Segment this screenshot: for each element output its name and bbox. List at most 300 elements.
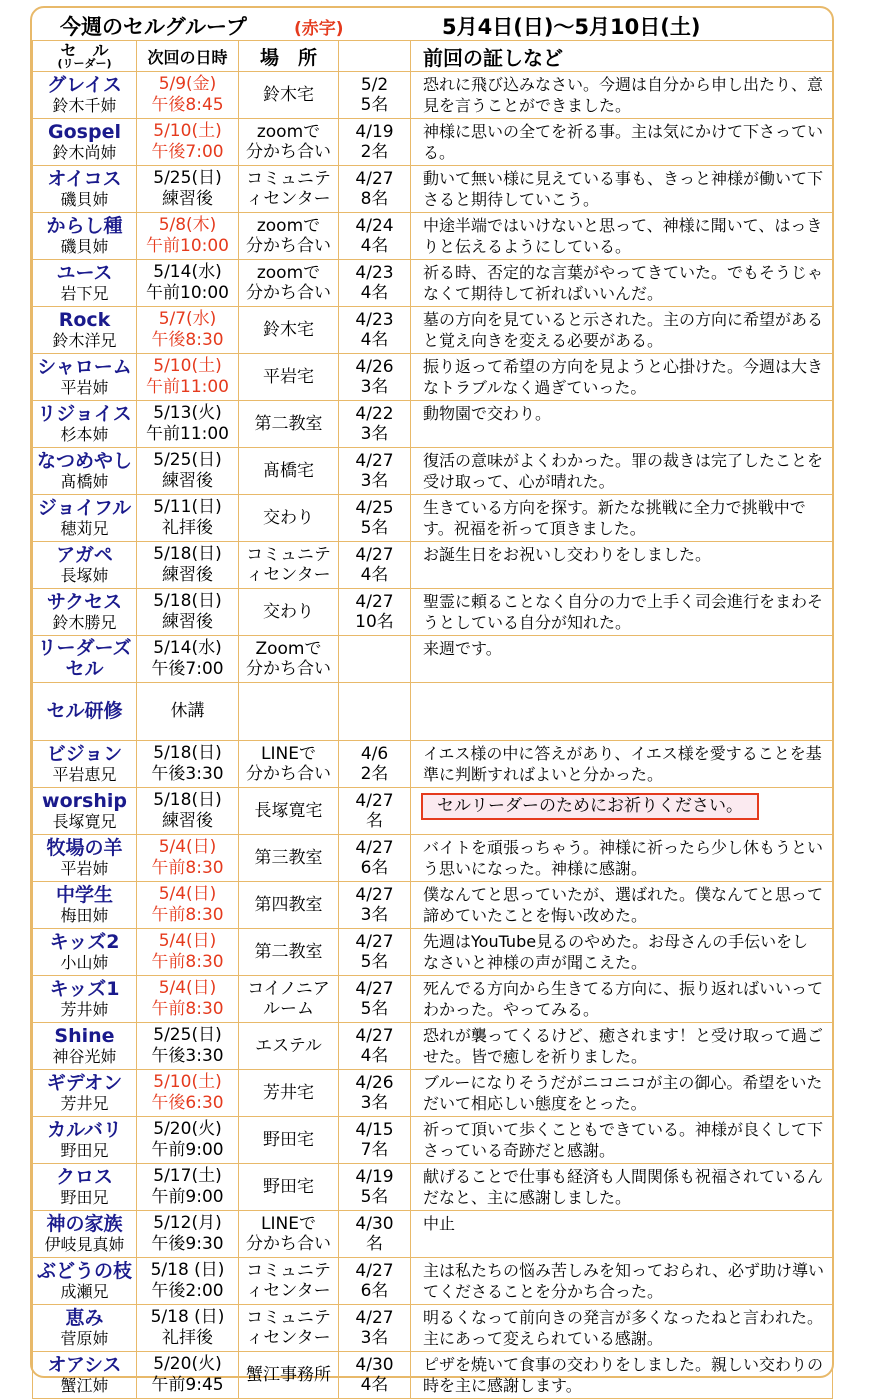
proof-cell: [411, 882, 833, 929]
title-red-note: (赤字): [294, 19, 344, 39]
proof-text: 先週はYouTube見るのやめた。お母さんの手伝いをしなさいと神様の声が聞こえた。: [423, 932, 809, 972]
cell-name-cell: [33, 401, 137, 448]
leader-name: セル: [65, 658, 104, 680]
last-count: 4名: [360, 1375, 389, 1395]
table-row: [33, 1164, 833, 1211]
last-meeting-cell: [339, 1352, 411, 1399]
cell-name: カルバリ: [47, 1118, 122, 1141]
place-line1: 野田宅: [263, 1130, 314, 1150]
next-date-cell: [137, 1305, 239, 1352]
last-meeting-cell: [339, 835, 411, 882]
table-row: [33, 448, 833, 495]
next-time: 練習後: [162, 471, 213, 491]
next-date: 5/12(月): [153, 1213, 222, 1233]
cell-name: worship: [42, 789, 127, 812]
next-time: 午後3:30: [151, 1046, 224, 1066]
next-date-cell: [137, 1211, 239, 1258]
place-line2: ィセンター: [246, 565, 331, 585]
next-date: 5/18(日): [153, 743, 222, 763]
proof-text: ピザを焼いて食事の交わりをしました。親しい交わりの時を主に感謝します。: [423, 1355, 824, 1395]
next-date: 5/20(火): [153, 1354, 222, 1374]
next-date-cell: [137, 882, 239, 929]
proof-cell: [411, 1258, 833, 1305]
place-line1: 蟹江事務所: [246, 1365, 331, 1385]
place-cell: [239, 166, 339, 213]
leader-name: 野田兄: [60, 1140, 109, 1160]
proof-text: 神様に思いの全てを祈る事。主は気にかけて下さっている。: [423, 122, 824, 162]
next-date-cell: [137, 542, 239, 589]
last-meeting-cell: [339, 72, 411, 119]
table-row: [33, 542, 833, 589]
next-date-cell: [137, 260, 239, 307]
proof-text: 生きている方向を探す。新たな挑戦に全力で挑戦中です。祝福を祈って頂きました。: [423, 498, 806, 538]
proof-text: 墓の方向を見ていると示された。主の方向に希望があると覚え向きを変える必要がある。: [423, 310, 824, 350]
proof-cell: [411, 1211, 833, 1258]
place-cell: [239, 1258, 339, 1305]
last-meeting-cell: [339, 882, 411, 929]
page-title: 今週のセルグループ: [60, 15, 247, 39]
last-meeting-cell: [339, 1164, 411, 1211]
place-line2: ルーム: [263, 999, 314, 1019]
last-date: 4/25: [355, 498, 394, 518]
next-time: 午後3:30: [151, 764, 224, 784]
place-line1: 芳井宅: [263, 1083, 314, 1103]
next-time: 練習後: [162, 612, 213, 632]
proof-cell: [411, 72, 833, 119]
next-date-cell: [137, 683, 239, 741]
last-meeting-cell: [339, 636, 411, 683]
table-row: [33, 1070, 833, 1117]
last-count: 6名: [360, 1281, 389, 1301]
place-cell: [239, 119, 339, 166]
last-meeting-cell: [339, 1117, 411, 1164]
proof-cell: [411, 1070, 833, 1117]
last-meeting-cell: [339, 1305, 411, 1352]
last-date: 4/26: [355, 1073, 394, 1093]
leader-name: 髙橋姉: [60, 471, 109, 491]
last-meeting-cell: [339, 1023, 411, 1070]
header-next: 次回の日時: [137, 41, 239, 72]
leader-name: 平岩姉: [60, 858, 109, 878]
cell-name-cell: [33, 495, 137, 542]
cell-name: リーダーズ: [37, 637, 132, 659]
last-date: 4/23: [355, 310, 394, 330]
prayer-request-box: セルリーダーのためにお祈りください。: [421, 793, 759, 820]
next-date-cell: [137, 401, 239, 448]
next-date-cell: [137, 1164, 239, 1211]
cell-name-cell: [33, 307, 137, 354]
place-line1: 第四教室: [254, 895, 323, 915]
last-date: 4/27: [355, 932, 394, 952]
proof-cell: [411, 589, 833, 636]
place-cell: [239, 589, 339, 636]
next-date: 5/4(日): [158, 837, 217, 857]
proof-text: 動いて無い様に見えている事も、きっと神様が働いて下さると期待していこう。: [423, 169, 824, 209]
proof-text: 祈る時、否定的な言葉がやってきていた。でもそうじゃなくて期待して祈ればいいんだ。: [423, 263, 824, 303]
table-row: [33, 260, 833, 307]
place-cell: [239, 1305, 339, 1352]
place-line1: LINEで: [261, 1214, 316, 1234]
header-cell: [33, 41, 137, 72]
proof-text: バイトを頑張っちゃう。神様に祈ったら少し休もうという思いになった。神様に感謝。: [423, 838, 824, 878]
place-line1: zoomで: [256, 122, 321, 142]
cell-name: なつめやし: [36, 449, 132, 472]
place-line2: 分かち合い: [246, 764, 331, 784]
title-dates: 5月4日(日)～5月10日(土): [442, 15, 701, 39]
next-date-cell: [137, 1258, 239, 1305]
proof-text: 恐れに飛び込みなさい。今週は自分から申し出たり、意見を言うことができました。: [423, 75, 824, 115]
proof-cell: [411, 119, 833, 166]
place-line1: コミュニテ: [246, 1308, 331, 1328]
next-date-cell: [137, 1117, 239, 1164]
cell-name: 牧場の羊: [46, 836, 123, 859]
place-cell: [239, 835, 339, 882]
cell-name: 中学生: [55, 883, 113, 906]
last-meeting-cell: [339, 542, 411, 589]
proof-cell: [411, 448, 833, 495]
header-last: [339, 41, 411, 72]
next-date: 5/10(土): [153, 121, 222, 141]
place-line1: 鈴木宅: [263, 85, 314, 105]
last-date: 4/6: [360, 744, 389, 764]
next-date: 5/18(日): [153, 591, 222, 611]
next-date: 5/25(日): [153, 168, 222, 188]
next-date-cell: [137, 788, 239, 835]
next-time: 午前8:30: [151, 905, 224, 925]
table-row: [33, 1258, 833, 1305]
cell-name: ジョイフル: [37, 496, 132, 519]
next-date: 5/14(水): [153, 638, 222, 658]
place-cell: [239, 354, 339, 401]
place-cell: [239, 495, 339, 542]
last-date: 4/27: [355, 1261, 394, 1281]
last-count: 4名: [360, 1046, 389, 1066]
next-time: 午後2:00: [151, 1281, 224, 1301]
proof-text: お誕生日をお祝いし交わりをしました。: [423, 545, 712, 564]
cell-name: セル研修: [46, 700, 123, 722]
place-cell: [239, 72, 339, 119]
last-meeting-cell: [339, 213, 411, 260]
last-date: 4/24: [355, 216, 394, 236]
last-date: 4/27: [355, 979, 394, 999]
cell-name-cell: [33, 1070, 137, 1117]
place-cell: [239, 741, 339, 788]
next-time: 午後7:00: [151, 659, 224, 679]
place-line1: コイノニア: [247, 979, 330, 999]
next-date: 5/25(日): [153, 1025, 222, 1045]
proof-cell: [411, 741, 833, 788]
table-row: [33, 72, 833, 119]
cell-name-cell: [33, 166, 137, 213]
cell-name: キッズ1: [49, 977, 120, 1000]
proof-cell: [411, 307, 833, 354]
next-date-cell: [137, 166, 239, 213]
last-meeting-cell: [339, 354, 411, 401]
place-cell: [239, 929, 339, 976]
next-date: 5/17(土): [153, 1166, 222, 1186]
cell-name: リジョイス: [37, 402, 132, 425]
place-line1: 第三教室: [254, 848, 323, 868]
cell-name: クロス: [55, 1165, 113, 1188]
proof-cell: [411, 166, 833, 213]
place-cell: [239, 636, 339, 683]
proof-text: 恐れが襲ってくるけど、癒されます！と受け取って過ごせた。皆で癒しを祈りました。: [423, 1026, 824, 1066]
next-time: 練習後: [162, 565, 213, 585]
place-line2: 分かち合い: [246, 142, 331, 162]
last-meeting-cell: [339, 1211, 411, 1258]
last-date: 4/30: [355, 1355, 394, 1375]
last-date: 4/27: [355, 545, 394, 565]
last-count: 10名: [355, 612, 394, 632]
leader-name: 杉本姉: [60, 424, 109, 444]
table-row: [33, 882, 833, 929]
cell-name-cell: [33, 1164, 137, 1211]
next-date: 5/10(土): [153, 1072, 222, 1092]
next-time: 礼拝後: [162, 1328, 213, 1348]
proof-text: 献げることで仕事も経済も人間関係も祝福されているんだなと、主に感謝しました。: [423, 1167, 824, 1207]
leader-name: 小山姉: [60, 952, 109, 972]
table-row: [33, 683, 833, 741]
table-row: [33, 835, 833, 882]
cell-name-cell: [33, 119, 137, 166]
place-cell: [239, 1164, 339, 1211]
header-row: [33, 41, 833, 72]
place-line1: 平岩宅: [263, 367, 314, 387]
last-date: 4/27: [355, 592, 394, 612]
last-count: 5名: [360, 1187, 389, 1207]
cell-name-cell: [33, 976, 137, 1023]
last-count: 4名: [360, 283, 389, 303]
next-time: 午後8:45: [151, 95, 224, 115]
last-date: 4/27: [355, 838, 394, 858]
table-row: [33, 1352, 833, 1399]
place-cell: [239, 976, 339, 1023]
cell-name-cell: [33, 882, 137, 929]
place-cell: [239, 1211, 339, 1258]
place-cell: [239, 448, 339, 495]
leader-name: 芳井姉: [60, 999, 109, 1019]
next-date-cell: [137, 589, 239, 636]
proof-text: 僕なんてと思っていたが、選ばれた。僕なんてと思って諦めていたことを悔い改めた。: [423, 885, 824, 925]
last-count: 6名: [360, 858, 389, 878]
next-date: 5/8(木): [158, 215, 217, 235]
cell-name-cell: [33, 683, 137, 741]
last-date: 4/27: [355, 451, 394, 471]
last-meeting-cell: [339, 495, 411, 542]
cell-name: アガペ: [56, 543, 113, 566]
cell-name: ギデオン: [46, 1071, 123, 1094]
table-row: [33, 741, 833, 788]
cell-name: Shine: [54, 1024, 115, 1047]
next-time: 午前9:00: [151, 1187, 224, 1207]
cell-name-cell: [33, 260, 137, 307]
last-date: 4/15: [355, 1120, 394, 1140]
next-time: 午前8:30: [151, 858, 224, 878]
next-date-cell: [137, 976, 239, 1023]
table-row: [33, 401, 833, 448]
leader-name: 神谷光姉: [52, 1046, 117, 1066]
proof-text: 来週です。: [423, 639, 502, 658]
next-time: 練習後: [162, 189, 213, 209]
place-line1: zoomで: [256, 216, 321, 236]
proof-cell: [411, 788, 833, 835]
place-line2: 分かち合い: [246, 283, 331, 303]
place-line1: 髙橋宅: [263, 461, 314, 481]
next-date-cell: [137, 636, 239, 683]
cell-name-cell: [33, 1211, 137, 1258]
cell-name: ぶどうの枝: [36, 1259, 132, 1282]
leader-name: 鈴木尚姉: [52, 142, 117, 162]
last-date: 5/2: [360, 75, 389, 95]
table-row: [33, 788, 833, 835]
cell-name: Gospel: [48, 120, 121, 143]
proof-text: 振り返って希望の方向を見ようと心掛けた。今週は大きなトラブルなく過ぎていった。: [423, 357, 824, 397]
cell-name-cell: [33, 741, 137, 788]
proof-text: 死んでる方向から生きてる方向に、振り返ればいいってわかった。やってみる。: [423, 979, 824, 1019]
leader-name: 梅田姉: [60, 905, 109, 925]
leader-name: 野田兄: [60, 1187, 109, 1207]
place-line1: エステル: [255, 1036, 322, 1056]
place-line1: zoomで: [256, 263, 321, 283]
cell-group-table: [32, 40, 833, 1399]
proof-cell: [411, 495, 833, 542]
proof-text: イエス様の中に答えがあり、イエス様を愛することを基準に判断すればよいと分かった。: [423, 744, 822, 784]
last-date: 4/27: [355, 791, 394, 811]
next-date-cell: [137, 835, 239, 882]
cell-name-cell: [33, 788, 137, 835]
place-cell: [239, 542, 339, 589]
place-cell: [239, 1023, 339, 1070]
place-line1: 鈴木宅: [263, 320, 314, 340]
next-date: 5/18(日): [153, 790, 222, 810]
proof-cell: [411, 976, 833, 1023]
cell-name-cell: [33, 1352, 137, 1399]
proof-cell: [411, 1117, 833, 1164]
leader-name: 鈴木千姉: [52, 95, 117, 115]
table-row: [33, 1305, 833, 1352]
last-meeting-cell: [339, 788, 411, 835]
cell-name: オイコス: [47, 167, 122, 190]
next-time: 午前11:00: [146, 424, 229, 444]
proof-text: 中途半端ではいけないと思って、神様に聞いて、はっきりと伝えるようにしている。: [423, 216, 823, 256]
proof-text: 聖霊に頼ることなく自分の力で上手く司会進行をまわそうとしている自分が知れた。: [423, 592, 824, 632]
leader-name: 伊岐見真姉: [44, 1234, 125, 1254]
cell-name: グレイス: [47, 73, 122, 96]
proof-cell: [411, 260, 833, 307]
next-time: 午前10:00: [146, 236, 229, 256]
next-date-cell: [137, 307, 239, 354]
place-line2: 分かち合い: [246, 1234, 331, 1254]
leader-name: 鈴木洋兄: [52, 330, 117, 350]
last-date: 4/19: [355, 122, 394, 142]
leader-name: 平岩姉: [60, 377, 109, 397]
leader-name: 平岩恵兄: [52, 764, 117, 784]
leader-name: 蟹江姉: [60, 1375, 109, 1395]
place-line1: 交わり: [263, 508, 314, 528]
last-date: 4/27: [355, 1026, 394, 1046]
last-date: 4/26: [355, 357, 394, 377]
next-date: 5/11(日): [153, 497, 222, 517]
proof-cell: [411, 835, 833, 882]
next-date: 5/20(火): [153, 1119, 222, 1139]
cell-name: シャローム: [37, 355, 132, 378]
proof-cell: [411, 1352, 833, 1399]
next-date: 休講: [170, 701, 205, 721]
last-count: 5名: [360, 952, 389, 972]
last-count: 3名: [360, 424, 389, 444]
leader-name: 穂苅兄: [60, 518, 109, 538]
cell-name-cell: [33, 448, 137, 495]
last-meeting-cell: [339, 1258, 411, 1305]
next-date: 5/7(水): [158, 309, 217, 329]
proof-cell: [411, 929, 833, 976]
proof-text: 明るくなって前向きの発言が多くなったねと言われた。主にあって変えられている感謝。: [423, 1308, 824, 1348]
next-date: 5/18 (日): [150, 1260, 225, 1280]
leader-name: 鈴木勝兄: [52, 612, 117, 632]
last-date: 4/27: [355, 885, 394, 905]
cell-name: からし種: [46, 214, 123, 237]
cell-name-cell: [33, 589, 137, 636]
next-date-cell: [137, 495, 239, 542]
place-cell: [239, 213, 339, 260]
cell-name-cell: [33, 1023, 137, 1070]
last-count: 7名: [360, 1140, 389, 1160]
place-line1: コミュニテ: [246, 1261, 331, 1281]
next-date-cell: [137, 213, 239, 260]
cell-name: オアシス: [47, 1353, 122, 1376]
proof-text: 復活の意味がよくわかった。罪の裁きは完了したことを受け取って、心が晴れた。: [423, 451, 824, 491]
cell-name-cell: [33, 1305, 137, 1352]
next-date-cell: [137, 1352, 239, 1399]
next-date-cell: [137, 72, 239, 119]
next-time: 午前10:00: [146, 283, 229, 303]
place-line1: 交わり: [263, 602, 314, 622]
next-date-cell: [137, 1070, 239, 1117]
last-count: 名: [366, 811, 383, 831]
leader-name: 磯貝姉: [60, 236, 109, 256]
last-count: 4名: [360, 236, 389, 256]
proof-text: 中止: [423, 1214, 456, 1233]
last-count: 5名: [360, 999, 389, 1019]
next-date: 5/18(日): [153, 544, 222, 564]
proof-text: ブルーになりそうだがニコニコが主の御心。希望をいただいて相応しい態度をとった。: [423, 1073, 823, 1113]
last-count: 2名: [360, 764, 389, 784]
cell-name-cell: [33, 1117, 137, 1164]
place-cell: [239, 1352, 339, 1399]
header-cell-label: セ ル: [60, 40, 109, 60]
next-date: 5/4(日): [158, 931, 217, 951]
next-time: 午前8:30: [151, 999, 224, 1019]
place-cell: [239, 683, 339, 741]
cell-name: Rock: [58, 308, 111, 331]
cell-name-cell: [33, 636, 137, 683]
table-row: [33, 636, 833, 683]
table-row: [33, 495, 833, 542]
next-time: 午前11:00: [146, 377, 229, 397]
header-place: 場 所: [239, 41, 339, 72]
cell-name: ユース: [56, 261, 113, 284]
place-cell: [239, 882, 339, 929]
table-row: [33, 976, 833, 1023]
place-line2: ィセンター: [246, 189, 331, 209]
proof-cell: [411, 1164, 833, 1211]
place-line1: コミュニテ: [246, 545, 331, 565]
next-date: 5/18 (日): [150, 1307, 225, 1327]
proof-cell: [411, 213, 833, 260]
next-date: 5/9(金): [158, 74, 217, 94]
next-time: 午前8:30: [151, 952, 224, 972]
cell-name: サクセス: [46, 590, 123, 613]
